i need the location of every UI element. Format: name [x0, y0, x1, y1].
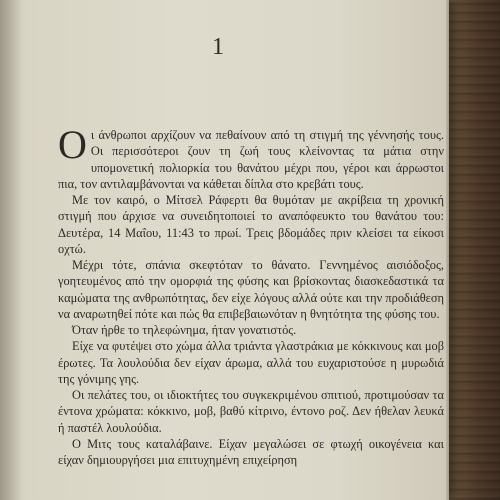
- paragraph-1: [58, 122, 444, 192]
- paragraph-1-text: ι άνθρωποι αρχίζουν να πεθαίνουν από τη στιγμή της γέννησής τους. Οι περισσότεροι ζουν τη ζωή τους κλείνοντας τα μάτια στην υπομονετική πολιορκία του θανάτου μέχρι που, γέροι και άρρωστοι πια, τον αντιλαμβάνονται να κάθεται δίπλα στο κρεβάτι τους.: [58, 128, 444, 191]
- paragraph-2: Με τον καιρό, ο Μίτσελ Ράφερτι θα θυμόταν με ακρίβεια τη χρονική στιγμή που άρχισε να συνειδητοποιεί το αναπόφευκτο του θανάτου του: Δευτέρα, 14 Μαΐου, 11:43 το πρωί. Τρεις βδομάδες πριν κλείσει τα είκοσι οχτώ.: [58, 193, 444, 256]
- paragraph-6: Οι πελάτες του, οι ιδιοκτήτες του συγκεκριμένου σπιτιού, προτιμούσαν τα έντονα χρώματα: κόκκινο, μοβ, βαθύ κίτρινο, έντονο ροζ. Δεν ήθελαν λευκά ή παστέλ λουλούδια.: [58, 388, 444, 435]
- paragraph-7: Ο Μιτς τους καταλάβαινε. Είχαν μεγαλώσει σε φτωχή οικογένεια και είχαν δημιουργήσει μια επιτυχημένη επιχείρηση: [58, 436, 444, 467]
- chapter-body-text: [58, 122, 444, 468]
- wooden-table-background: [445, 0, 500, 500]
- page-edge: [446, 0, 449, 500]
- paragraph-3: Μέχρι τότε, σπάνια σκεφτόταν το θάνατο. Γεννημένος αισιόδοξος, γοητευμένος από την ομορφιά της φύσης και βρίσκοντας διασκεδαστικά τα καμώματα της ανθρωπότητας, δεν είχε λόγους αλλά ούτε και την προδιάθεση να αναρωτηθεί πότε και πώς θα επιβεβαιωνόταν η θνητότητα της φύσης του.: [58, 258, 444, 321]
- chapter-number: 1: [212, 34, 224, 60]
- drop-cap-letter: Ο: [58, 122, 87, 167]
- paragraph-4: Όταν ήρθε το τηλεφώνημα, ήταν γονατιστός.: [72, 323, 297, 337]
- page-gutter-shadow: [0, 0, 22, 500]
- paragraph-5: Είχε να φυτέψει στο χώμα άλλα τριάντα γλαστράκια με κόκκινους και μοβ έρωτες. Τα λουλούδια δεν είχαν άρωμα, αλλά του ευχαριστούσε η μυρωδιά της γόνιμης γης.: [58, 339, 444, 386]
